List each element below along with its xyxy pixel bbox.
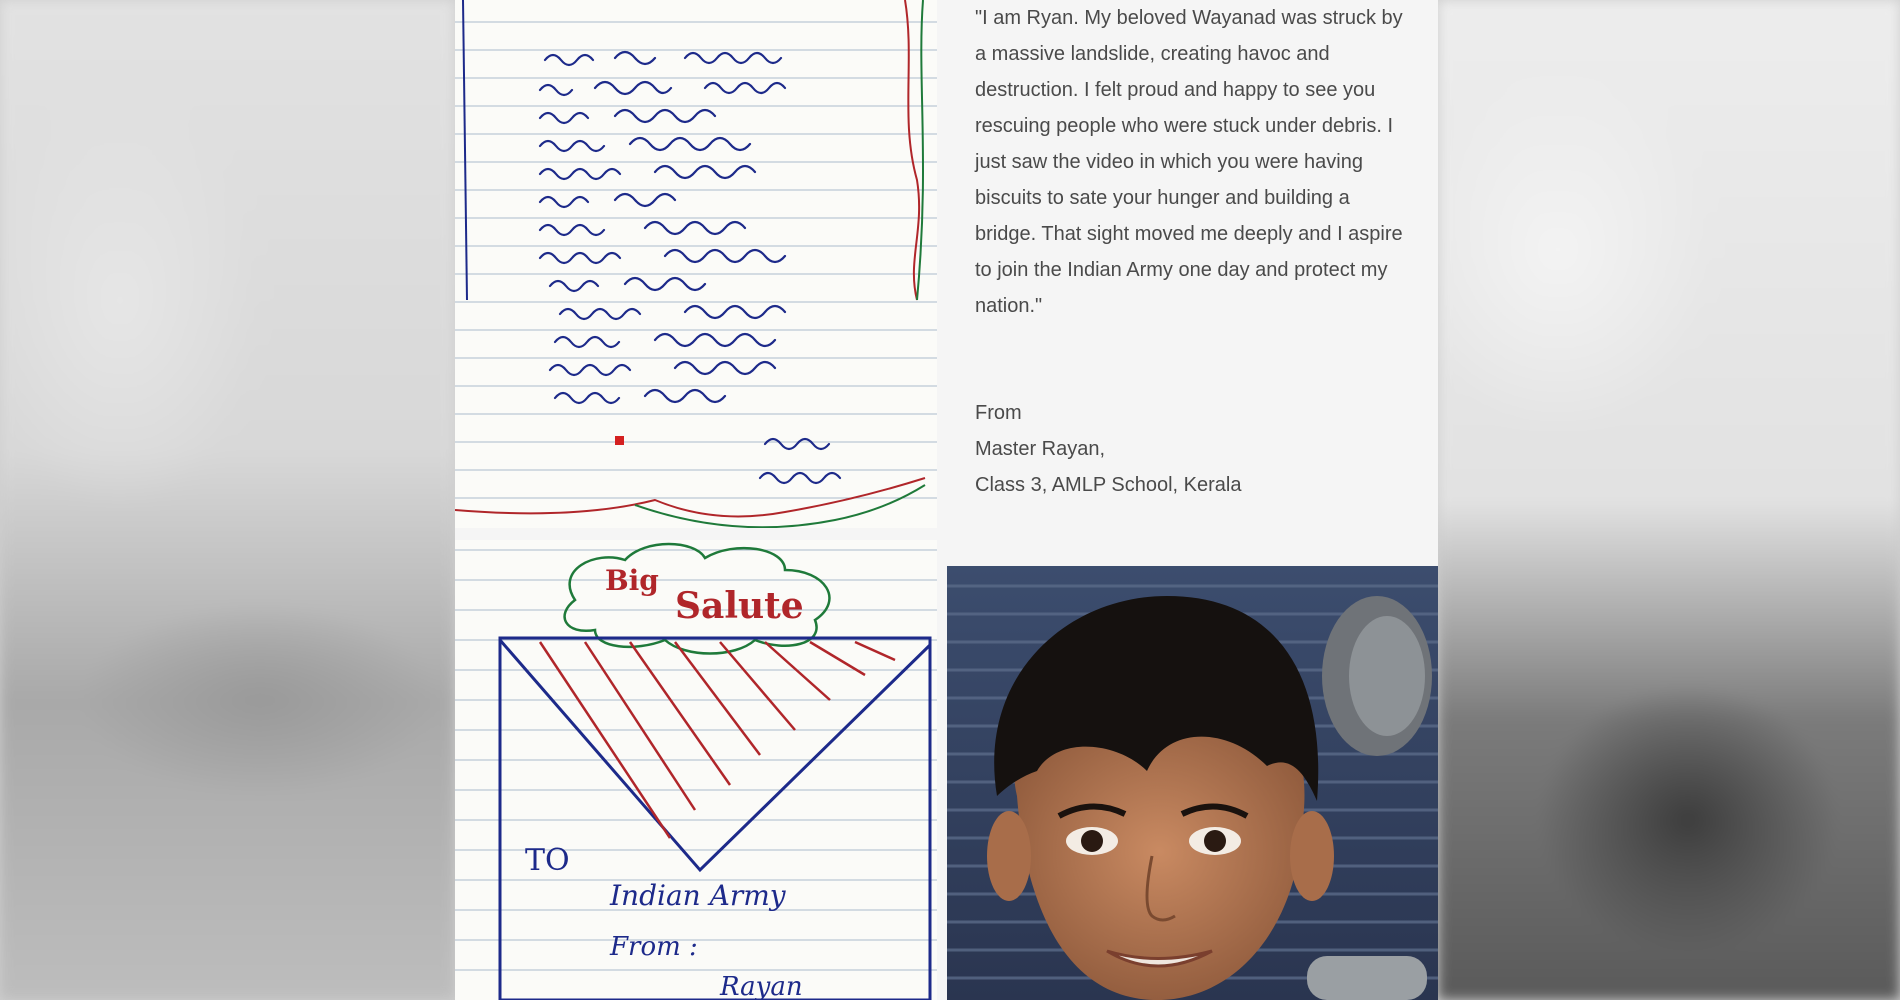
sender-school: Class 3, AMLP School, Kerala	[975, 474, 1242, 496]
handwritten-letter-image	[455, 0, 937, 528]
bubble-word-salute: Salute	[675, 585, 804, 627]
envelope-drawing-image	[455, 540, 937, 1000]
bubble-word-big: Big	[605, 564, 659, 597]
collage	[455, 0, 1438, 1000]
letter-translation	[975, 0, 1425, 560]
envelope-to-label: TO	[525, 843, 570, 878]
boy-portrait-illustration	[947, 566, 1438, 1000]
letter-signature	[975, 395, 1415, 503]
blurred-background-right	[1438, 0, 1900, 1000]
boy-photo	[947, 566, 1438, 1000]
letter-quote-text: "I am Ryan. My beloved Wayanad was struck by a massive landslide, creating havoc and destruction. I felt proud and happy to see you rescuing people who were stuck under debris. I just saw the video in which you were having biscuits to sate your hunger and building a bridge. That sight moved me deeply and I aspire to join the Indian Army one day and protect my nation."	[975, 7, 1403, 317]
from-label: From	[975, 402, 1022, 424]
envelope-drawing	[455, 540, 937, 1000]
handwritten-letter-drawing	[455, 0, 937, 528]
sender-name: Master Rayan,	[975, 438, 1106, 460]
blurred-background-left	[0, 0, 455, 1000]
envelope-recipient: Indian Army	[610, 879, 786, 912]
envelope-from-label: From :	[610, 932, 698, 962]
envelope-sender: Rayan	[720, 972, 803, 1000]
